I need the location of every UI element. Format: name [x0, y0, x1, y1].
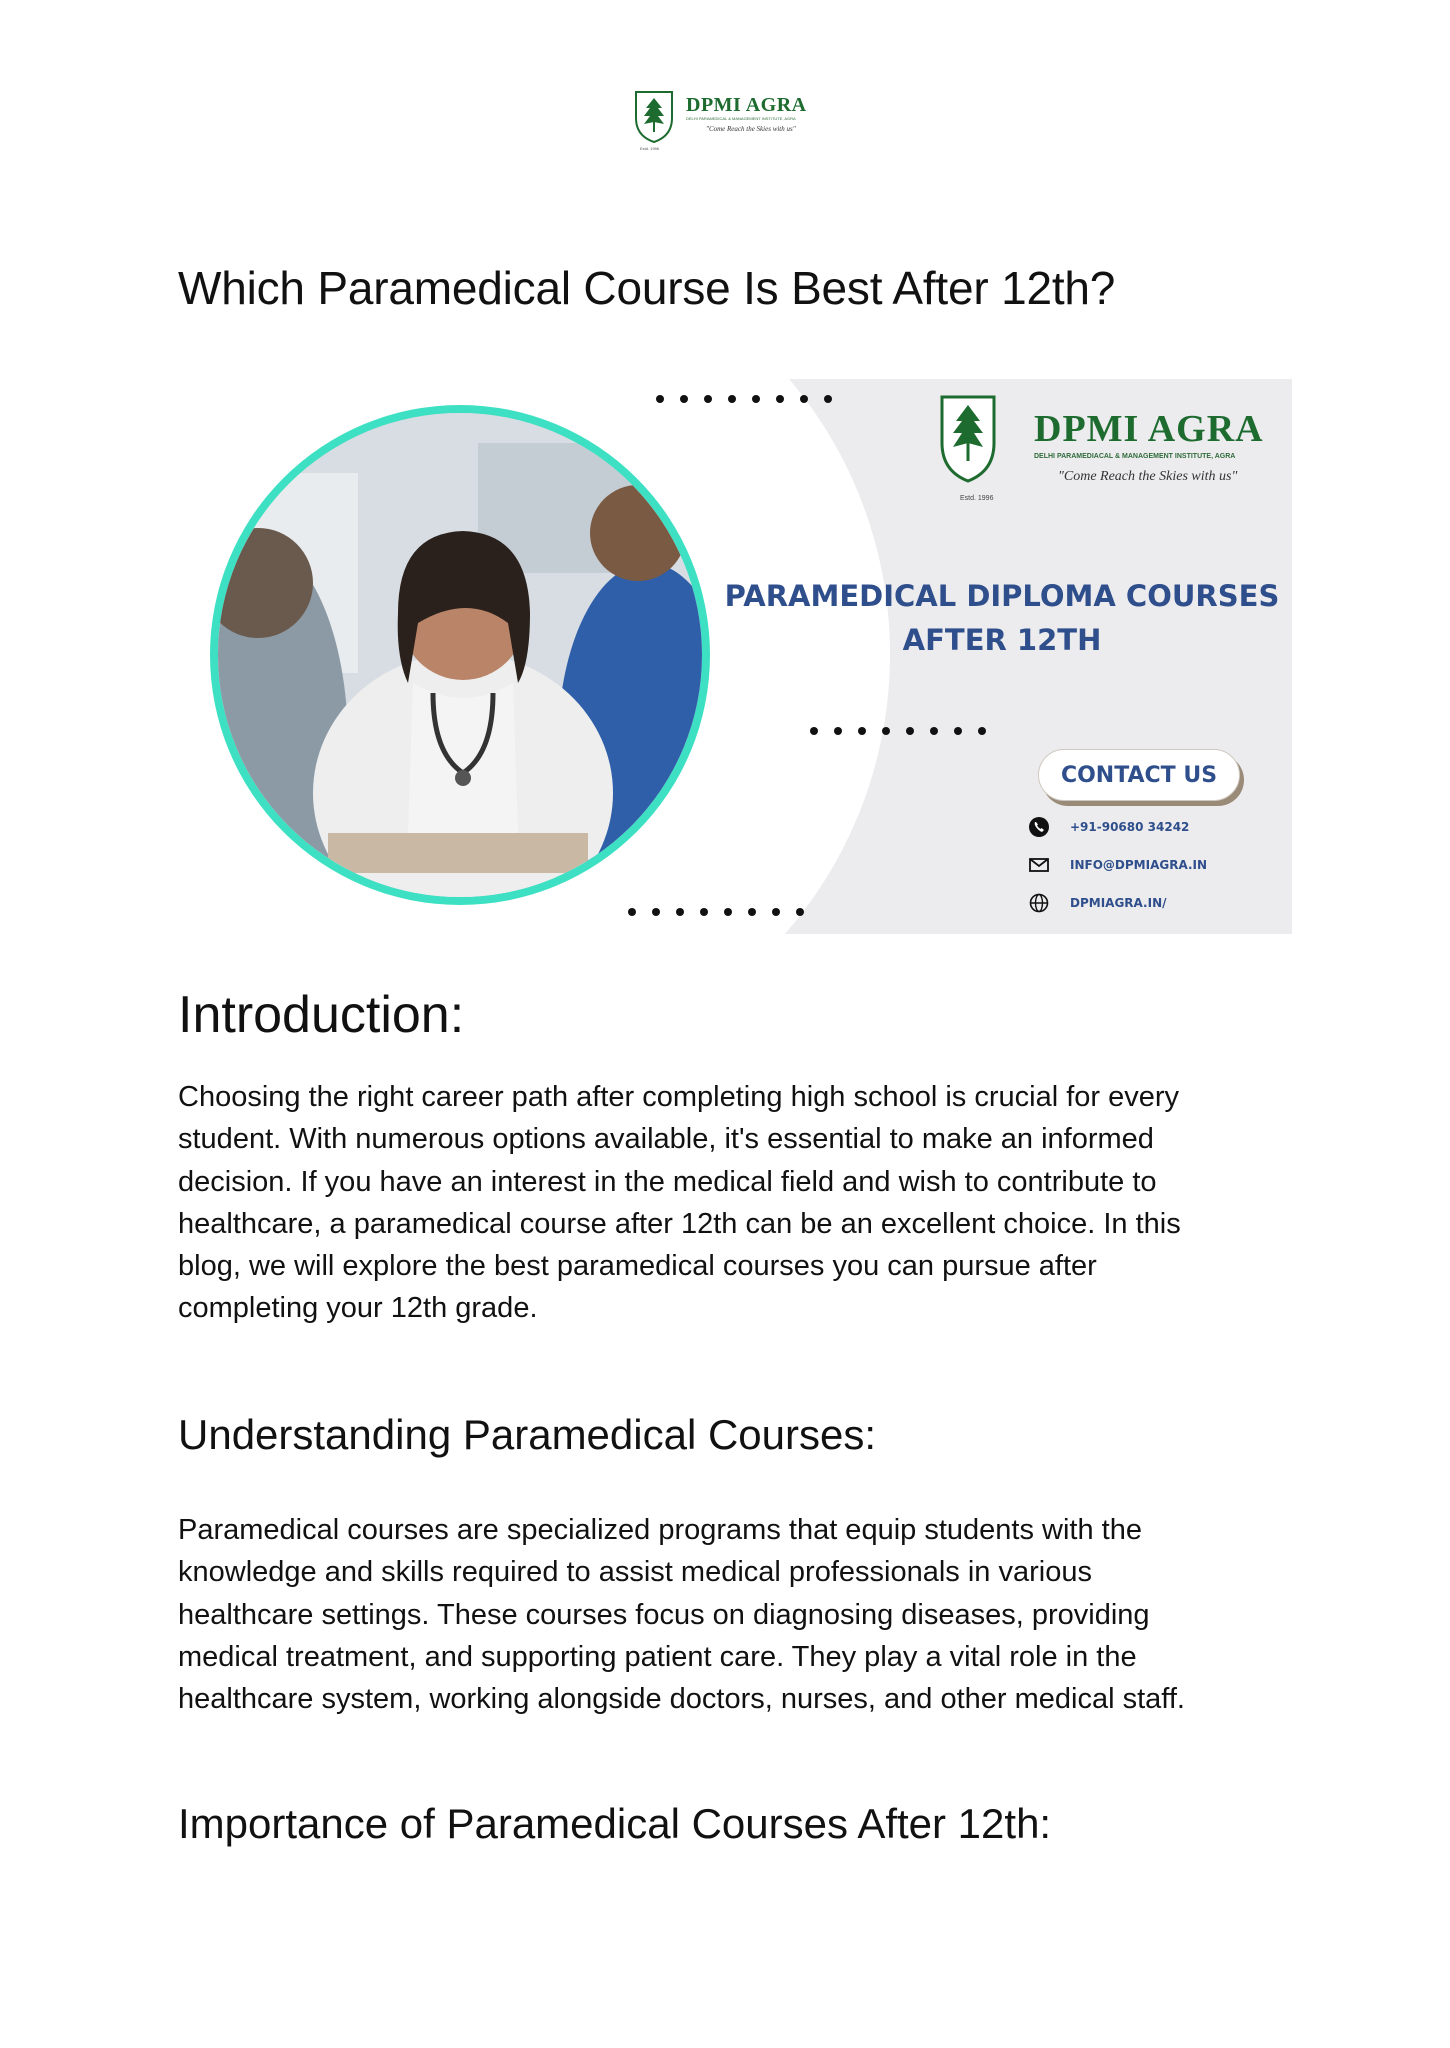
understanding-heading: Understanding Paramedical Courses: — [178, 1411, 877, 1458]
crest-icon — [938, 391, 998, 483]
contact-us-button[interactable]: CONTACT US — [1038, 749, 1240, 801]
contact-website — [1028, 892, 1167, 914]
banner-headline — [702, 574, 1292, 662]
decor-dots-top — [656, 395, 832, 403]
introduction-line: student. With numerous options available, it's essential to make an informed — [178, 1123, 1154, 1156]
understanding-line: medical treatment, and supporting patient care. They play a vital role in the — [178, 1640, 1137, 1673]
introduction-line: decision. If you have an interest in the medical field and wish to contribute to — [178, 1165, 1157, 1198]
decor-dots-bottom — [628, 908, 804, 916]
brand-tagline: "Come Reach the Skies with us" — [706, 125, 796, 133]
phone-icon — [1028, 816, 1050, 838]
brand-name: DPMI AGRA — [686, 94, 807, 116]
banner-brand-name: DPMI AGRA — [1034, 408, 1264, 450]
phone-number: +91-90680 34242 — [1070, 820, 1190, 834]
understanding-line: healthcare settings. These courses focus on diagnosing diseases, providing — [178, 1598, 1150, 1631]
header-brand — [686, 94, 807, 133]
introduction-line: Choosing the right career path after completing high school is crucial for every — [178, 1081, 1180, 1113]
understanding-line: Paramedical courses are specialized programs that equip students with the — [178, 1514, 1142, 1546]
email-address: INFO@DPMIAGRA.IN — [1070, 858, 1208, 872]
established-label: Estd. 1996 — [640, 146, 660, 151]
course-banner — [180, 379, 1292, 934]
understanding-paragraph — [178, 1509, 1298, 1720]
crest-icon — [632, 88, 676, 144]
contact-phone — [1028, 816, 1189, 838]
banner-headline-line2: AFTER 12TH — [902, 623, 1102, 657]
mail-icon — [1028, 854, 1050, 876]
introduction-line: healthcare, a paramedical course after 12th can be an excellent choice. In this — [178, 1207, 1181, 1240]
contact-email — [1028, 854, 1207, 876]
understanding-line: healthcare system, working alongside doctors, nurses, and other medical staff. — [178, 1683, 1185, 1716]
brand-subtitle: DELHI PARAMEDICAL & MANAGEMENT INSTITUTE, AGRA — [686, 116, 796, 121]
decor-dots-middle — [810, 727, 986, 735]
banner-brand-tagline: "Come Reach the Skies with us" — [1058, 469, 1238, 484]
introduction-line: blog, we will explore the best paramedical courses you can pursue after — [178, 1250, 1097, 1283]
banner-headline-line1: PARAMEDICAL DIPLOMA COURSES — [724, 579, 1280, 613]
header-logo — [632, 88, 832, 158]
understanding-line: knowledge and skills required to assist medical professionals in various — [178, 1556, 1092, 1589]
introduction-heading: Introduction: — [178, 986, 465, 1044]
banner-established-label: Estd. 1996 — [960, 495, 994, 502]
introduction-line: completing your 12th grade. — [178, 1292, 538, 1325]
page-title: Which Paramedical Course Is Best After 12th? — [178, 262, 1116, 314]
globe-icon — [1028, 892, 1050, 914]
importance-heading: Importance of Paramedical Courses After 12th: — [178, 1800, 1052, 1847]
banner-logo — [938, 391, 1283, 511]
banner-brand-subtitle: DELHI PARAMEDIACAL & MANAGEMENT INSTITUTE, AGRA — [1034, 453, 1236, 460]
website-url: DPMIAGRA.IN/ — [1070, 896, 1167, 910]
nurse-photo — [218, 413, 702, 897]
introduction-paragraph — [178, 1076, 1298, 1330]
